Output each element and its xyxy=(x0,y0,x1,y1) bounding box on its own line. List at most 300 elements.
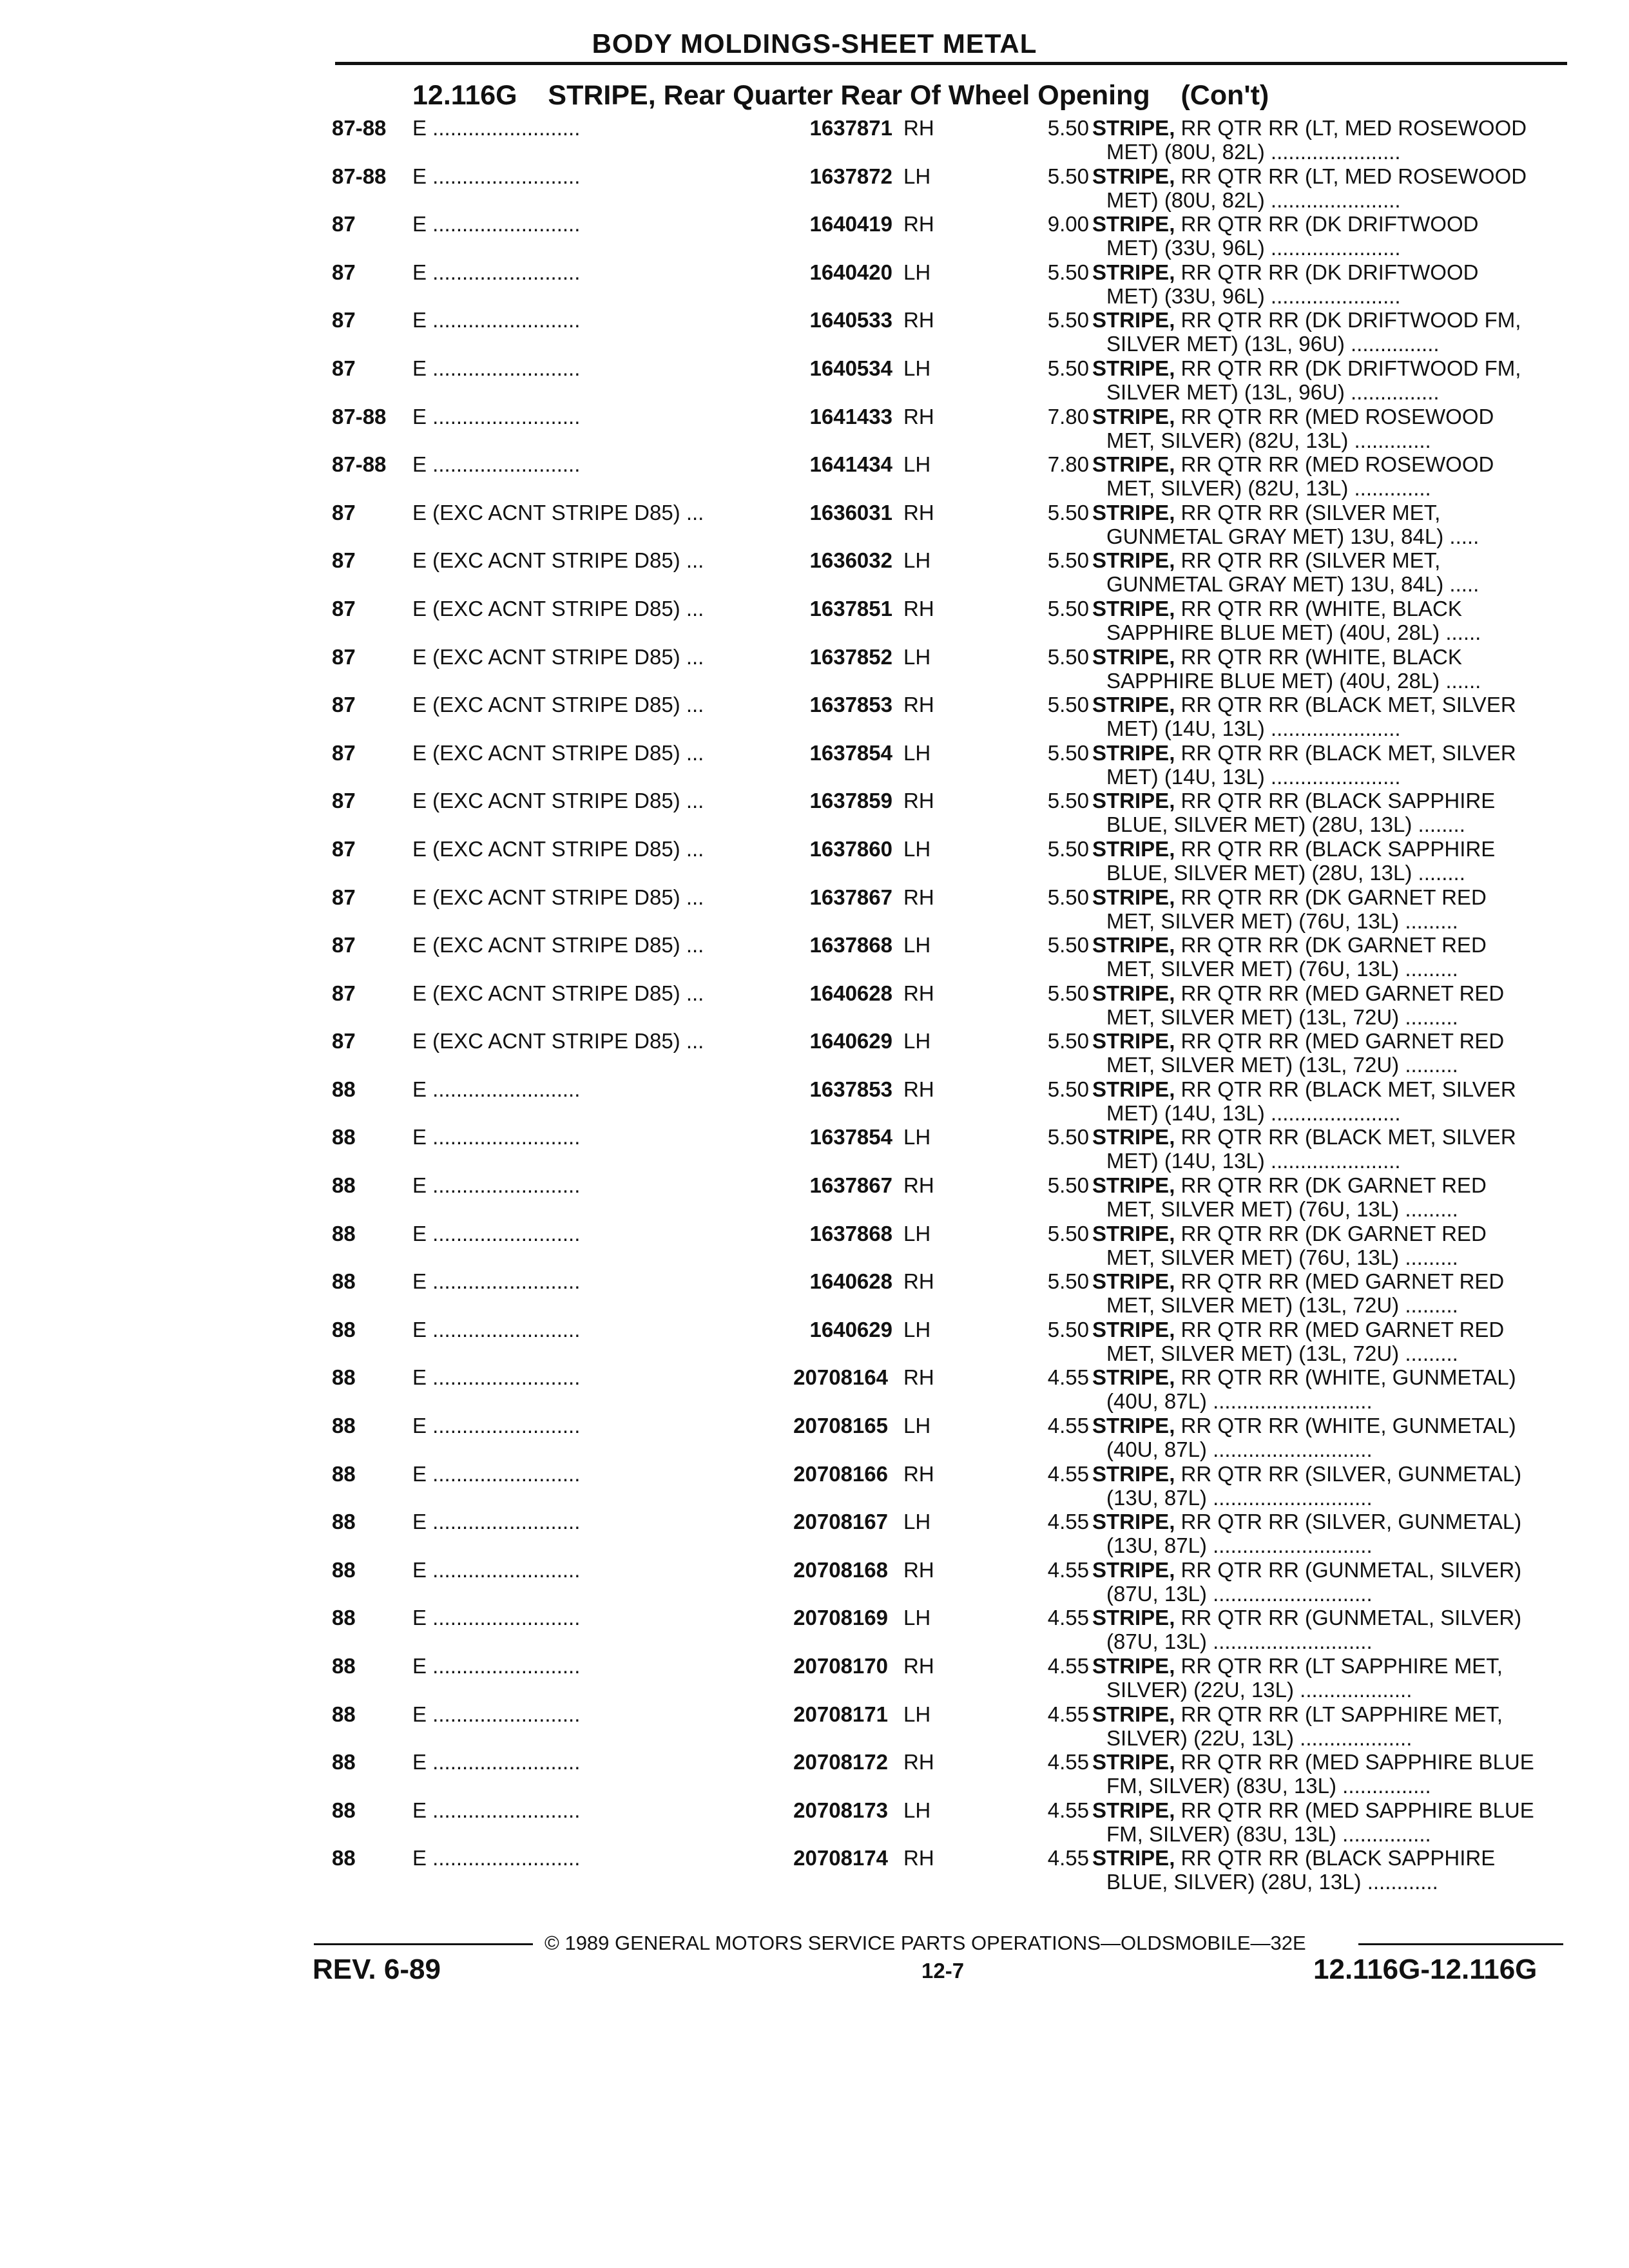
side-cell: RH xyxy=(903,500,934,524)
side-cell: RH xyxy=(903,885,934,909)
year-cell: 88 xyxy=(332,1606,356,1630)
leader-dots: ......................... xyxy=(427,1077,581,1101)
year-cell: 87 xyxy=(332,885,356,909)
model-text: E xyxy=(412,1461,427,1486)
description-keyword: STRIPE, xyxy=(1092,1510,1175,1534)
description-line1 xyxy=(1092,1654,1556,1678)
side-cell: LH xyxy=(903,1798,931,1822)
description-text: RR QTR RR (MED GARNET RED xyxy=(1175,981,1505,1005)
model-text: E xyxy=(412,1654,427,1678)
price-cell: 5.50 xyxy=(1047,164,1089,188)
year-cell: 88 xyxy=(332,1173,356,1198)
side-cell: LH xyxy=(903,164,931,188)
description-line2: MET, SILVER MET) (13L, 72U) ......... xyxy=(1106,1053,1458,1077)
part-number-cell: 1636032 xyxy=(809,548,892,573)
leader-dots: ......................... xyxy=(427,1510,581,1534)
model-text: E xyxy=(412,1365,427,1390)
side-cell: LH xyxy=(903,1125,931,1149)
part-number-cell: 20708169 xyxy=(793,1606,888,1630)
description-line2: MET) (14U, 13L) ...................... xyxy=(1106,716,1401,741)
description-line2: GUNMETAL GRAY MET) 13U, 84L) ..... xyxy=(1106,524,1480,548)
year-cell: 88 xyxy=(332,1125,356,1149)
price-cell: 4.55 xyxy=(1047,1606,1089,1630)
description-line2: SILVER MET) (13L, 96U) ............... xyxy=(1106,380,1440,404)
table-row xyxy=(0,741,1629,789)
description-line1 xyxy=(1092,356,1556,380)
year-cell: 88 xyxy=(332,1557,356,1582)
table-row xyxy=(0,548,1629,597)
part-number-cell: 1637867 xyxy=(809,1173,892,1198)
leader-dots: ......................... xyxy=(427,1654,581,1678)
table-row xyxy=(0,1077,1629,1126)
description-keyword: STRIPE, xyxy=(1092,1365,1175,1390)
price-cell: 4.55 xyxy=(1047,1702,1089,1726)
leader-dots: ... xyxy=(680,1029,704,1053)
model-text: E xyxy=(412,260,427,284)
model-text: E (EXC ACNT STRIPE D85) xyxy=(412,933,680,957)
description-keyword: STRIPE, xyxy=(1092,596,1175,620)
description-line1 xyxy=(1092,741,1556,765)
description-cell xyxy=(1092,1510,1556,1557)
year-cell: 87 xyxy=(332,596,356,620)
part-number-cell: 20708171 xyxy=(793,1702,888,1726)
description-cell xyxy=(1092,693,1556,740)
description-line1 xyxy=(1092,1702,1556,1726)
year-cell: 87 xyxy=(332,836,356,861)
leader-dots: ... xyxy=(680,981,704,1005)
table-row xyxy=(0,405,1629,453)
description-line2: MET, SILVER) (82U, 13L) ............. xyxy=(1106,428,1431,452)
description-line2: SILVER) (22U, 13L) ................... xyxy=(1106,1725,1412,1750)
description-text: RR QTR RR (MED ROSEWOOD xyxy=(1175,404,1494,428)
price-cell: 5.50 xyxy=(1047,981,1089,1005)
description-cell xyxy=(1092,548,1556,596)
description-keyword: STRIPE, xyxy=(1092,308,1175,332)
price-cell: 4.55 xyxy=(1047,1365,1089,1390)
description-line2: MET, SILVER MET) (76U, 13L) ......... xyxy=(1106,1245,1458,1269)
description-cell xyxy=(1092,501,1556,548)
leader-dots: ......................... xyxy=(427,1125,581,1149)
table-row xyxy=(0,452,1629,501)
leader-dots: ......................... xyxy=(427,1414,581,1438)
model-text: E xyxy=(412,1221,427,1245)
side-cell: LH xyxy=(903,356,931,380)
model-text: E xyxy=(412,308,427,332)
description-line2: (13U, 87L) ........................... xyxy=(1106,1533,1373,1558)
part-number-cell: 1641434 xyxy=(809,452,892,477)
model-text: E xyxy=(412,1557,427,1582)
price-cell: 5.50 xyxy=(1047,260,1089,284)
description-keyword: STRIPE, xyxy=(1092,164,1175,188)
description-line2: (40U, 87L) ........................... xyxy=(1106,1437,1373,1462)
description-line1 xyxy=(1092,885,1556,909)
price-cell: 5.50 xyxy=(1047,740,1089,765)
description-line2: MET) (14U, 13L) ...................... xyxy=(1106,1100,1401,1125)
price-cell: 5.50 xyxy=(1047,500,1089,524)
table-row xyxy=(0,837,1629,885)
model-text: E xyxy=(412,164,427,188)
section-title: STRIPE, Rear Quarter Rear Of Wheel Opening xyxy=(548,80,1150,111)
description-line2: MET, SILVER MET) (76U, 13L) ......... xyxy=(1106,1197,1458,1222)
description-text: RR QTR RR (MED SAPPHIRE BLUE xyxy=(1175,1750,1534,1774)
description-text: RR QTR RR (WHITE, BLACK xyxy=(1175,596,1462,620)
description-keyword: STRIPE, xyxy=(1092,1221,1175,1245)
side-cell: LH xyxy=(903,1029,931,1053)
part-number-cell: 1637872 xyxy=(809,164,892,188)
description-text: RR QTR RR (MED ROSEWOOD xyxy=(1175,452,1494,477)
description-line1 xyxy=(1092,693,1556,716)
side-cell: RH xyxy=(903,1846,934,1870)
parts-list xyxy=(0,116,1629,1894)
description-line1 xyxy=(1092,548,1556,572)
year-cell: 87 xyxy=(332,933,356,957)
year-cell: 88 xyxy=(332,1317,356,1341)
year-cell: 88 xyxy=(332,1702,356,1726)
year-cell: 87 xyxy=(332,548,356,573)
description-line1 xyxy=(1092,1077,1556,1101)
description-line2: MET) (80U, 82L) ...................... xyxy=(1106,187,1401,212)
description-line2: FM, SILVER) (83U, 13L) ............... xyxy=(1106,1821,1431,1846)
description-line1 xyxy=(1092,1510,1556,1533)
model-text: E xyxy=(412,116,427,140)
leader-dots: ... xyxy=(680,596,704,620)
price-cell: 7.80 xyxy=(1047,452,1089,477)
description-cell xyxy=(1092,1798,1556,1846)
model-text: E xyxy=(412,1702,427,1726)
year-cell: 88 xyxy=(332,1510,356,1534)
model-text: E (EXC ACNT STRIPE D85) xyxy=(412,836,680,861)
price-cell: 5.50 xyxy=(1047,356,1089,380)
description-line1 xyxy=(1092,1029,1556,1053)
model-text: E xyxy=(412,1606,427,1630)
description-cell xyxy=(1092,356,1556,404)
description-line2: MET) (14U, 13L) ...................... xyxy=(1106,1149,1401,1173)
part-number-cell: 1640420 xyxy=(809,260,892,284)
revision-label: REV. 6-89 xyxy=(313,1954,441,1985)
part-number-cell: 1637860 xyxy=(809,836,892,861)
page-title: BODY MOLDINGS-SHEET METAL xyxy=(592,28,1037,59)
side-cell: LH xyxy=(903,1606,931,1630)
description-text: RR QTR RR (SILVER MET, xyxy=(1175,500,1441,524)
description-line1 xyxy=(1092,981,1556,1005)
part-number-cell: 1640533 xyxy=(809,308,892,332)
description-cell xyxy=(1092,1702,1556,1750)
description-line2: MET, SILVER MET) (76U, 13L) ......... xyxy=(1106,957,1458,981)
description-keyword: STRIPE, xyxy=(1092,1654,1175,1678)
description-keyword: STRIPE, xyxy=(1092,1317,1175,1341)
side-cell: LH xyxy=(903,1510,931,1534)
part-number-cell: 20708173 xyxy=(793,1798,888,1822)
year-cell: 87 xyxy=(332,500,356,524)
description-line1 xyxy=(1092,1269,1556,1293)
description-cell xyxy=(1092,260,1556,308)
description-keyword: STRIPE, xyxy=(1092,644,1175,669)
model-text: E (EXC ACNT STRIPE D85) xyxy=(412,500,680,524)
part-number-cell: 1640628 xyxy=(809,981,892,1005)
description-line1 xyxy=(1092,308,1556,332)
price-cell: 5.50 xyxy=(1047,1269,1089,1294)
side-cell: RH xyxy=(903,404,934,428)
table-row xyxy=(0,1798,1629,1847)
year-cell: 88 xyxy=(332,1221,356,1245)
part-number-cell: 20708164 xyxy=(793,1365,888,1390)
leader-dots: ......................... xyxy=(427,1798,581,1822)
table-row xyxy=(0,1654,1629,1702)
year-cell: 87 xyxy=(332,260,356,284)
description-keyword: STRIPE, xyxy=(1092,1029,1175,1053)
leader-dots: ......................... xyxy=(427,1221,581,1245)
table-row xyxy=(0,1414,1629,1462)
price-cell: 5.50 xyxy=(1047,693,1089,717)
description-text: RR QTR RR (SILVER, GUNMETAL) xyxy=(1175,1510,1522,1534)
side-cell: LH xyxy=(903,1414,931,1438)
description-keyword: STRIPE, xyxy=(1092,260,1175,284)
part-number-cell: 1640534 xyxy=(809,356,892,380)
description-text: RR QTR RR (LT SAPPHIRE MET, xyxy=(1175,1654,1503,1678)
leader-dots: ......................... xyxy=(427,356,581,380)
description-text: RR QTR RR (BLACK MET, SILVER xyxy=(1175,693,1516,717)
description-line1 xyxy=(1092,501,1556,524)
year-cell: 88 xyxy=(332,1654,356,1678)
description-line2: SILVER) (22U, 13L) ................... xyxy=(1106,1678,1412,1702)
description-line2: MET, SILVER MET) (13L, 72U) ......... xyxy=(1106,1004,1458,1029)
year-cell: 87 xyxy=(332,693,356,717)
table-row xyxy=(0,356,1629,405)
side-cell: LH xyxy=(903,1702,931,1726)
description-keyword: STRIPE, xyxy=(1092,1414,1175,1438)
table-row xyxy=(0,1750,1629,1798)
part-number-cell: 1637859 xyxy=(809,789,892,813)
year-cell: 88 xyxy=(332,1077,356,1101)
table-row xyxy=(0,789,1629,837)
year-cell: 88 xyxy=(332,1414,356,1438)
section-reference: 12.116G-12.116G xyxy=(1313,1954,1537,1985)
description-cell xyxy=(1092,1125,1556,1173)
model-text: E xyxy=(412,1077,427,1101)
description-line1 xyxy=(1092,1750,1556,1774)
part-number-cell: 1636031 xyxy=(809,500,892,524)
table-row xyxy=(0,933,1629,981)
leader-dots: ... xyxy=(680,693,704,717)
table-row xyxy=(0,308,1629,356)
description-text: RR QTR RR (DK GARNET RED xyxy=(1175,933,1487,957)
leader-dots: ......................... xyxy=(427,308,581,332)
leader-dots: ......................... xyxy=(427,1365,581,1390)
price-cell: 5.50 xyxy=(1047,1317,1089,1341)
leader-dots: ... xyxy=(680,548,704,573)
part-number-cell: 1637853 xyxy=(809,693,892,717)
price-cell: 5.50 xyxy=(1047,1077,1089,1101)
description-keyword: STRIPE, xyxy=(1092,356,1175,380)
side-cell: LH xyxy=(903,1221,931,1245)
table-row xyxy=(0,260,1629,309)
description-cell xyxy=(1092,164,1556,212)
price-cell: 4.55 xyxy=(1047,1750,1089,1774)
description-line1 xyxy=(1092,645,1556,669)
price-cell: 5.50 xyxy=(1047,116,1089,140)
leader-dots: ... xyxy=(680,789,704,813)
section-heading xyxy=(412,80,1269,111)
side-cell: RH xyxy=(903,1173,934,1198)
price-cell: 4.55 xyxy=(1047,1798,1089,1822)
table-row xyxy=(0,1125,1629,1173)
price-cell: 5.50 xyxy=(1047,548,1089,573)
description-keyword: STRIPE, xyxy=(1092,452,1175,477)
description-cell xyxy=(1092,1365,1556,1413)
year-cell: 88 xyxy=(332,1269,356,1294)
description-line1 xyxy=(1092,1173,1556,1197)
description-line2: (13U, 87L) ........................... xyxy=(1106,1485,1373,1510)
description-cell xyxy=(1092,452,1556,500)
model-text: E (EXC ACNT STRIPE D85) xyxy=(412,693,680,717)
model-text: E (EXC ACNT STRIPE D85) xyxy=(412,596,680,620)
description-cell xyxy=(1092,1462,1556,1510)
side-cell: LH xyxy=(903,1317,931,1341)
description-cell xyxy=(1092,597,1556,644)
year-cell: 87 xyxy=(332,356,356,380)
side-cell: RH xyxy=(903,1461,934,1486)
part-number-cell: 1637853 xyxy=(809,1077,892,1101)
table-row xyxy=(0,645,1629,693)
part-number-cell: 20708174 xyxy=(793,1846,888,1870)
description-cell xyxy=(1092,308,1556,356)
description-line2: (87U, 13L) ........................... xyxy=(1106,1581,1373,1606)
side-cell: LH xyxy=(903,260,931,284)
price-cell: 5.50 xyxy=(1047,308,1089,332)
description-keyword: STRIPE, xyxy=(1092,1077,1175,1101)
side-cell: RH xyxy=(903,212,934,236)
price-cell: 5.50 xyxy=(1047,933,1089,957)
part-number-cell: 1637867 xyxy=(809,885,892,909)
description-keyword: STRIPE, xyxy=(1092,836,1175,861)
description-line2: MET) (80U, 82L) ...................... xyxy=(1106,140,1401,164)
description-text: RR QTR RR (GUNMETAL, SILVER) xyxy=(1175,1557,1522,1582)
description-cell xyxy=(1092,1269,1556,1317)
price-cell: 9.00 xyxy=(1047,212,1089,236)
leader-dots: ... xyxy=(680,500,704,524)
description-keyword: STRIPE, xyxy=(1092,548,1175,573)
year-cell: 87 xyxy=(332,644,356,669)
side-cell: RH xyxy=(903,116,934,140)
side-cell: RH xyxy=(903,1269,934,1294)
leader-dots: ......................... xyxy=(427,1750,581,1774)
description-line2: BLUE, SILVER MET) (28U, 13L) ........ xyxy=(1106,860,1465,885)
section-number: 12.116G xyxy=(412,80,517,111)
description-line2: MET) (33U, 96L) ...................... xyxy=(1106,236,1401,260)
leader-dots: ......................... xyxy=(427,164,581,188)
description-line2: MET, SILVER MET) (13L, 72U) ......... xyxy=(1106,1341,1458,1365)
description-keyword: STRIPE, xyxy=(1092,1798,1175,1822)
part-number-cell: 1637852 xyxy=(809,644,892,669)
price-cell: 4.55 xyxy=(1047,1414,1089,1438)
description-line2: SAPPHIRE BLUE MET) (40U, 28L) ...... xyxy=(1106,620,1481,644)
description-keyword: STRIPE, xyxy=(1092,693,1175,717)
description-line2: MET) (33U, 96L) ...................... xyxy=(1106,284,1401,308)
table-row xyxy=(0,1462,1629,1510)
description-line1 xyxy=(1092,212,1556,236)
description-line1 xyxy=(1092,1125,1556,1149)
description-text: RR QTR RR (LT, MED ROSEWOOD xyxy=(1175,116,1527,140)
description-line2: MET, SILVER) (82U, 13L) ............. xyxy=(1106,476,1431,501)
price-cell: 5.50 xyxy=(1047,596,1089,620)
leader-dots: ......................... xyxy=(427,1557,581,1582)
description-keyword: STRIPE, xyxy=(1092,1269,1175,1294)
leader-dots: ......................... xyxy=(427,260,581,284)
model-text: E xyxy=(412,1317,427,1341)
description-keyword: STRIPE, xyxy=(1092,1702,1175,1726)
description-text: RR QTR RR (DK GARNET RED xyxy=(1175,1221,1487,1245)
side-cell: RH xyxy=(903,1654,934,1678)
model-text: E (EXC ACNT STRIPE D85) xyxy=(412,644,680,669)
price-cell: 4.55 xyxy=(1047,1846,1089,1870)
description-text: RR QTR RR (WHITE, GUNMETAL) xyxy=(1175,1365,1516,1390)
year-cell: 88 xyxy=(332,1798,356,1822)
description-cell xyxy=(1092,1318,1556,1365)
model-text: E (EXC ACNT STRIPE D85) xyxy=(412,789,680,813)
description-text: RR QTR RR (DK GARNET RED xyxy=(1175,885,1487,909)
description-keyword: STRIPE, xyxy=(1092,885,1175,909)
model-text: E xyxy=(412,1510,427,1534)
description-text: RR QTR RR (GUNMETAL, SILVER) xyxy=(1175,1606,1522,1630)
description-keyword: STRIPE, xyxy=(1092,933,1175,957)
year-cell: 87 xyxy=(332,789,356,813)
price-cell: 4.55 xyxy=(1047,1557,1089,1582)
part-number-cell: 20708165 xyxy=(793,1414,888,1438)
description-line1 xyxy=(1092,597,1556,620)
year-cell: 88 xyxy=(332,1846,356,1870)
description-text: RR QTR RR (BLACK MET, SILVER xyxy=(1175,1125,1516,1149)
leader-dots: ......................... xyxy=(427,404,581,428)
description-text: RR QTR RR (BLACK SAPPHIRE xyxy=(1175,836,1496,861)
price-cell: 5.50 xyxy=(1047,644,1089,669)
price-cell: 5.50 xyxy=(1047,836,1089,861)
description-cell xyxy=(1092,1173,1556,1221)
price-cell: 5.50 xyxy=(1047,1029,1089,1053)
table-row xyxy=(0,501,1629,549)
leader-dots: ......................... xyxy=(427,1702,581,1726)
description-line1 xyxy=(1092,837,1556,861)
description-text: RR QTR RR (SILVER, GUNMETAL) xyxy=(1175,1461,1522,1486)
part-number-cell: 20708170 xyxy=(793,1654,888,1678)
year-cell: 87-88 xyxy=(332,164,387,188)
description-keyword: STRIPE, xyxy=(1092,1750,1175,1774)
table-row xyxy=(0,981,1629,1030)
leader-dots: ......................... xyxy=(427,1606,581,1630)
description-keyword: STRIPE, xyxy=(1092,116,1175,140)
description-line2: (40U, 87L) ........................... xyxy=(1106,1389,1373,1414)
description-line1 xyxy=(1092,116,1556,140)
model-text: E xyxy=(412,212,427,236)
description-cell xyxy=(1092,885,1556,933)
description-text: RR QTR RR (DK DRIFTWOOD FM, xyxy=(1175,356,1521,380)
description-text: RR QTR RR (DK DRIFTWOOD FM, xyxy=(1175,308,1521,332)
description-text: RR QTR RR (MED GARNET RED xyxy=(1175,1269,1505,1294)
footer-rule-left xyxy=(314,1943,533,1945)
part-number-cell: 1637868 xyxy=(809,933,892,957)
description-keyword: STRIPE, xyxy=(1092,1846,1175,1870)
part-number-cell: 1640628 xyxy=(809,1269,892,1294)
leader-dots: ... xyxy=(680,836,704,861)
description-line1 xyxy=(1092,1606,1556,1629)
description-text: RR QTR RR (BLACK SAPPHIRE xyxy=(1175,789,1496,813)
footer-rule-right xyxy=(1358,1943,1563,1945)
model-text: E (EXC ACNT STRIPE D85) xyxy=(412,740,680,765)
description-line2: GUNMETAL GRAY MET) 13U, 84L) ..... xyxy=(1106,572,1480,597)
description-cell xyxy=(1092,1077,1556,1125)
part-number-cell: 1637854 xyxy=(809,740,892,765)
description-cell xyxy=(1092,933,1556,981)
price-cell: 4.55 xyxy=(1047,1654,1089,1678)
